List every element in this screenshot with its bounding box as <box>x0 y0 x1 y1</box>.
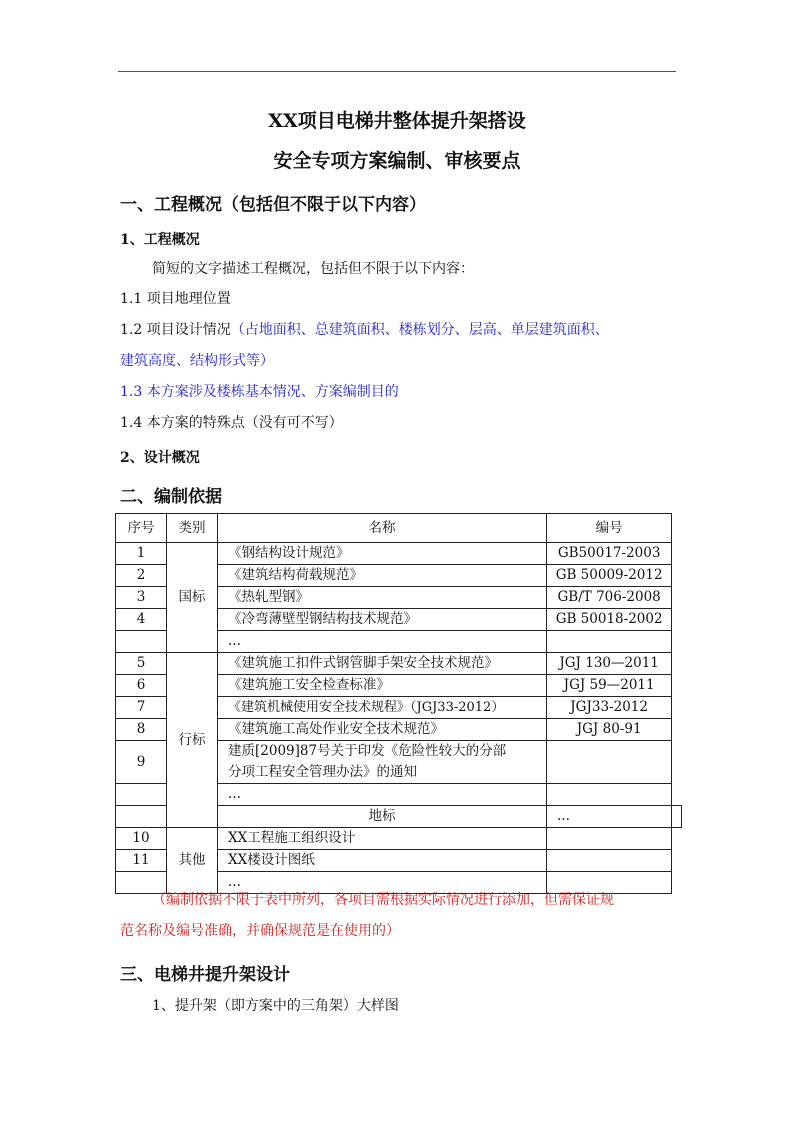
row-no: 8 <box>116 719 167 741</box>
basis-table <box>115 513 682 894</box>
table-note-line2: 范名称及编号准确，并确保规范是在使用的） <box>120 923 400 939</box>
row-code <box>547 828 672 850</box>
header-code: 编号 <box>547 514 672 543</box>
row-name: XX工程施工组织设计 <box>218 828 547 850</box>
section1-item1: 1.1 项目地理位置 <box>120 291 231 307</box>
row-no: 9 <box>116 741 167 784</box>
row-code: JGJ 130—2011 <box>547 653 672 675</box>
section1-item2-cont: 建筑高度、结构形式等） <box>120 353 274 369</box>
row-no: 5 <box>116 653 167 675</box>
row-no: 10 <box>116 828 167 850</box>
row-no <box>116 784 167 806</box>
section3-item1: 1、提升架（即方案中的三角架）大样图 <box>152 998 399 1014</box>
row-no: 4 <box>116 609 167 631</box>
section1-sub2: 2、设计概况 <box>120 450 200 466</box>
row-name: ... <box>547 806 672 828</box>
item2-blue-a: （占地面积、总建筑面积、楼栋划分、层高、单层建筑面积、 <box>230 322 609 338</box>
row-name: 《建筑机械使用安全技术规程》（JGJ33-2012） <box>218 697 547 719</box>
row-name: 《钢结构设计规范》 <box>218 543 547 565</box>
section3-heading: 三、电梯井提升架设计 <box>120 965 290 985</box>
section1-intro: 简短的文字描述工程概况，包括但不限于以下内容： <box>152 261 474 277</box>
category-hangbiao: 行标 <box>167 653 218 828</box>
table-note-line1: （编制依据不限于表中所列，各项目需根据实际情况进行添加，但需保证规 <box>152 892 614 908</box>
row-no <box>116 631 167 653</box>
section1-item2 <box>120 315 680 346</box>
row-code <box>672 806 682 828</box>
table-row <box>116 543 682 565</box>
section2-heading: 二、编制依据 <box>120 487 222 507</box>
row-code <box>547 741 672 784</box>
row-code <box>547 631 672 653</box>
category-qita: 其他 <box>167 828 218 894</box>
row-name: 《建筑施工高处作业安全技术规范》 <box>218 719 547 741</box>
section1-item3: 1.3 本方案涉及楼栋基本情况、方案编制目的 <box>120 384 399 400</box>
row-name: 《建筑施工安全检查标准》 <box>218 675 547 697</box>
row-name: ... <box>218 872 547 894</box>
section1-sub1: 1、工程概况 <box>120 232 200 248</box>
row-code: JGJ33-2012 <box>547 697 672 719</box>
header-name: 名称 <box>218 514 547 543</box>
row-code: GB 50018-2002 <box>547 609 672 631</box>
row-code: GB 50009-2012 <box>547 565 672 587</box>
header-rule <box>118 71 676 72</box>
row-code <box>547 850 672 872</box>
table-header-row <box>116 514 682 543</box>
row-code: GB50017-2003 <box>547 543 672 565</box>
row-name <box>218 741 547 784</box>
category-dibiao: 地标 <box>218 806 547 828</box>
doc-title-line1: XX项目电梯井整体提升架搭设 <box>268 110 526 132</box>
header-no: 序号 <box>116 514 167 543</box>
table-row <box>116 653 682 675</box>
row-name-line2: 分项工程安全管理办法》的通知 <box>228 764 417 780</box>
header-category: 类别 <box>167 514 218 543</box>
row-code: JGJ 59—2011 <box>547 675 672 697</box>
row-no: 6 <box>116 675 167 697</box>
row-no: 11 <box>116 850 167 872</box>
section1-heading: 一、工程概况（包括但不限于以下内容） <box>120 195 426 215</box>
row-no <box>116 806 167 828</box>
row-no: 2 <box>116 565 167 587</box>
row-code <box>547 784 672 806</box>
row-no: 7 <box>116 697 167 719</box>
section1-item4: 1.4 本方案的特殊点（没有可不写） <box>120 415 343 431</box>
row-name: 《热轧型钢》 <box>218 587 547 609</box>
row-name: 《冷弯薄壁型钢结构技术规范》 <box>218 609 547 631</box>
category-guobiao: 国标 <box>167 543 218 653</box>
doc-title-line2: 安全专项方案编制、审核要点 <box>273 150 521 172</box>
row-name-line1: 建质[2009]87号关于印发《危险性较大的分部 <box>228 743 507 759</box>
row-name: 《建筑施工扣件式钢管脚手架安全技术规范》 <box>218 653 547 675</box>
row-code: JGJ 80-91 <box>547 719 672 741</box>
row-code: GB/T 706-2008 <box>547 587 672 609</box>
table-row <box>116 828 682 850</box>
item2-prefix: 1.2 项目设计情况 <box>120 322 231 338</box>
row-name: ... <box>218 631 547 653</box>
row-no: 3 <box>116 587 167 609</box>
row-name: 《建筑结构荷载规范》 <box>218 565 547 587</box>
row-name: ... <box>218 784 547 806</box>
row-no: 1 <box>116 543 167 565</box>
row-name: XX楼设计图纸 <box>218 850 547 872</box>
